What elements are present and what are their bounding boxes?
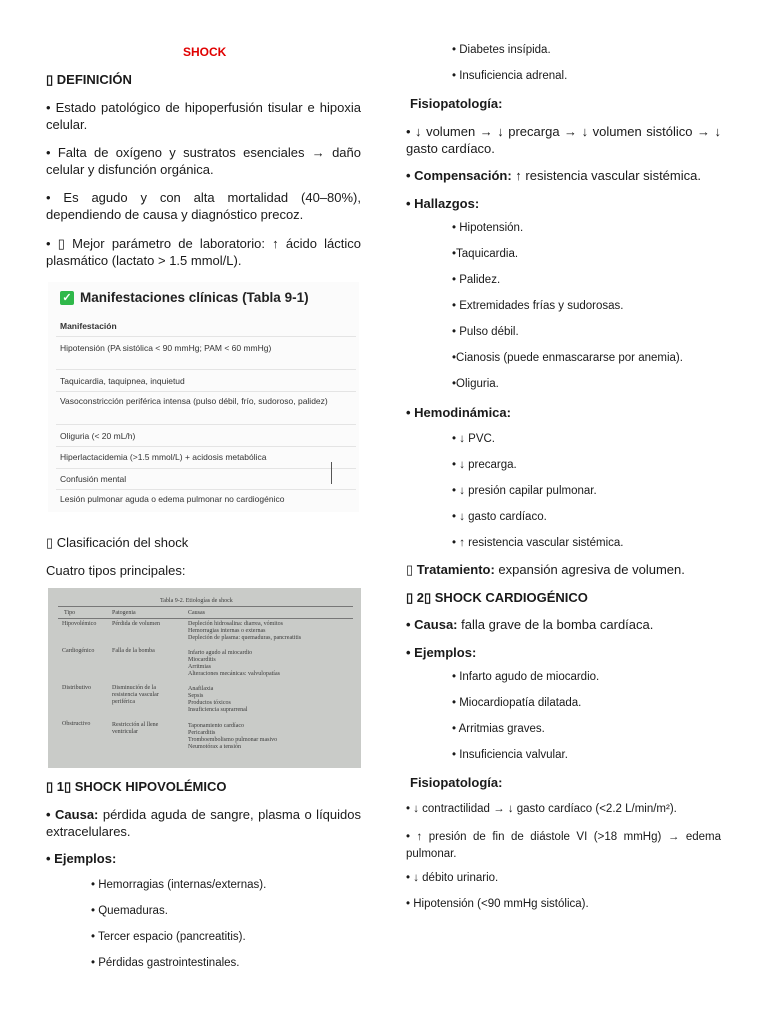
finding-item: •Taquicardia. <box>452 248 519 260</box>
cardiogenic-pathophysiology-item: • Hipotensión (<90 mmHg sistólica). <box>406 898 589 910</box>
finding-item: •Oliguria. <box>452 378 499 390</box>
checkmark-icon: ✓ <box>60 291 74 305</box>
hypovolemic-heading: ▯ 1▯ SHOCK HIPOVOLÉMICO <box>46 779 227 794</box>
etiology-pathogenesis: resistencia vascular <box>112 692 159 698</box>
treatment-line: ▯ Tratamiento: expansión agresiva de volumen. <box>406 562 685 577</box>
etiology-pathogenesis: Disminución de la <box>112 685 156 691</box>
finding-item: • Hipotensión. <box>452 222 524 234</box>
etiology-cause: Taponamiento cardíaco <box>188 723 245 729</box>
finding-item: • Extremidades frías y sudorosas. <box>452 300 624 312</box>
findings-label: • Hallazgos: <box>406 196 480 211</box>
cardiogenic-pathophysiology-item: • ↓ débito urinario. <box>406 872 499 884</box>
hemodynamics-item: • ↓ precarga. <box>452 459 517 471</box>
etiology-cause: Sepsis <box>188 693 204 699</box>
etiology-cause: Infarto agudo al miocardio <box>188 650 253 656</box>
etiology-type: Hipovolémico <box>62 621 97 627</box>
etiology-cause: Neumotórax a tensión <box>188 744 241 750</box>
cardiogenic-pathophysiology-heading: Fisiopatología: <box>410 775 503 790</box>
hemodynamics-item: • ↓ PVC. <box>452 433 496 445</box>
cardiogenic-heading: ▯ 2▯ SHOCK CARDIOGÉNICO <box>406 590 588 605</box>
hypovolemic-example: • Tercer espacio (pancreatitis). <box>91 931 246 943</box>
pathophysiology-line: • ↓ volumen → ↓ precarga → ↓ volumen sistólico → ↓ gasto cardíaco. <box>406 124 721 156</box>
etiology-pathogenesis: Restricción al llene <box>112 722 159 728</box>
hypovolemic-examples-label: • Ejemplos: <box>46 851 117 866</box>
etiology-cause: Arritmias <box>188 664 211 670</box>
etiology-cause: Productos tóxicos <box>188 700 231 706</box>
definition-item-3: • Es agudo y con alta mortalidad (40–80%), dependiendo de causa y diagnóstico precoz. <box>46 190 361 222</box>
etiology-pathogenesis: periférica <box>112 699 135 705</box>
pathophysiology-heading: Fisiopatología: <box>410 96 503 111</box>
hemodynamics-item: • ↑ resistencia vascular sistémica. <box>452 537 624 549</box>
finding-item: • Pulso débil. <box>452 326 519 338</box>
hemodynamics-item: • ↓ gasto cardíaco. <box>452 511 547 523</box>
cardiogenic-pathophysiology-item: • ↓ contractilidad → ↓ gasto cardíaco (<2.2 L/min/m²). <box>406 803 677 815</box>
hemodynamics-label: • Hemodinámica: <box>406 405 511 420</box>
etiologies-table-image <box>48 588 361 768</box>
manifestation-row: Hiperlactacidemia (>1.5 mmol/L) + acidosis metabólica <box>60 452 267 462</box>
manifestations-table-image <box>48 282 359 512</box>
cardiogenic-pathophysiology-item: • ↑ presión de fin de diástole VI (>18 mmHg) → edema pulmonar. <box>406 831 721 860</box>
etiology-pathogenesis: Falla de la bomba <box>112 648 155 654</box>
manifestations-table-title: ✓ Manifestaciones clínicas (Tabla 9-1) <box>60 290 309 305</box>
manifestations-table-header: Manifestación <box>60 321 117 331</box>
manifestation-row: Vasoconstricción periférica intensa (pulso débil, frío, sudoroso, palidez) <box>60 396 328 406</box>
hypovolemic-example: • Quemaduras. <box>91 905 168 917</box>
etiology-cause: Hemorragias internas o externas <box>188 628 266 634</box>
cardiogenic-example: • Miocardiopatía dilatada. <box>452 697 582 709</box>
etiology-cause: Depleción hidrosalina: diarrea, vómitos <box>188 621 283 627</box>
etiology-cause: Miocarditis <box>188 657 216 663</box>
cardiogenic-cause: • Causa: falla grave de la bomba cardíaca. <box>406 617 654 632</box>
definition-item-1: • Estado patológico de hipoperfusión tisular e hipoxia celular. <box>46 100 361 132</box>
etiology-pathogenesis: ventricular <box>112 729 138 735</box>
etiology-cause: Insuficiencia suprarrenal <box>188 707 248 713</box>
etiology-cause: Tromboembolismo pulmonar masivo <box>188 737 278 743</box>
cardiogenic-examples-label: • Ejemplos: <box>406 645 477 660</box>
definition-item-4: • ▯ Mejor parámetro de laboratorio: ↑ ácido láctico plasmático (lactato > 1.5 mmol/L). <box>46 236 361 268</box>
etiology-type: Distributivo <box>62 685 92 691</box>
cardiogenic-example: • Insuficiencia valvular. <box>452 749 568 761</box>
etiology-cause: Anafilaxia <box>188 686 214 692</box>
hypovolemic-example: • Pérdidas gastrointestinales. <box>91 957 240 969</box>
etiology-type: Cardiogénico <box>62 648 95 654</box>
definition-heading: ▯ DEFINICIÓN <box>46 72 132 87</box>
manifestation-row: Taquicardia, taquipnea, inquietud <box>60 376 185 386</box>
hemodynamics-item: • ↓ presión capilar pulmonar. <box>452 485 597 497</box>
manifestation-row: Oliguria (< 20 mL/h) <box>60 431 136 441</box>
table-header-causas: Causas <box>188 610 205 616</box>
classification-subtitle: Cuatro tipos principales: <box>46 563 186 578</box>
etiology-cause: Alteraciones mecánicas: valvulopatías <box>188 671 280 677</box>
hypovolemic-cause: • Causa: pérdida aguda de sangre, plasma o líquidos extracelulares. <box>46 807 361 839</box>
table-header-tipo: Tipo <box>64 610 76 616</box>
manifestation-row: Hipotensión (PA sistólica < 90 mmHg; PAM < 60 mmHg) <box>60 343 272 353</box>
compensation-line: • Compensación: ↑ resistencia vascular sistémica. <box>406 168 701 183</box>
hypovolemic-example: • Insuficiencia adrenal. <box>452 70 568 82</box>
classification-heading: ▯ Clasificación del shock <box>46 535 189 550</box>
document-title: SHOCK <box>183 45 227 59</box>
hypovolemic-example: • Diabetes insípida. <box>452 44 551 56</box>
cardiogenic-example: • Infarto agudo de miocardio. <box>452 671 600 683</box>
definition-item-2: • Falta de oxígeno y sustratos esenciales → daño celular y disfunción orgánica. <box>46 145 361 177</box>
cardiogenic-example: • Arritmias graves. <box>452 723 545 735</box>
etiology-pathogenesis: Pérdida de volumen <box>112 621 160 627</box>
hypovolemic-example: • Hemorragias (internas/externas). <box>91 879 267 891</box>
etiologies-table-caption: Tabla 9-2. Etiologías de shock <box>160 598 233 604</box>
etiology-cause: Pericarditis <box>188 730 216 736</box>
manifestation-row: Confusión mental <box>60 474 127 484</box>
etiology-cause: Depleción de plasma: quemaduras, pancreatitis <box>188 635 302 641</box>
finding-item: •Cianosis (puede enmascararse por anemia). <box>452 352 683 364</box>
etiology-type: Obstructivo <box>62 721 91 727</box>
finding-item: • Palidez. <box>452 274 501 286</box>
table-header-patogenia: Patogenia <box>112 610 136 616</box>
manifestation-row: Lesión pulmonar aguda o edema pulmonar no cardiogénico <box>60 494 285 504</box>
